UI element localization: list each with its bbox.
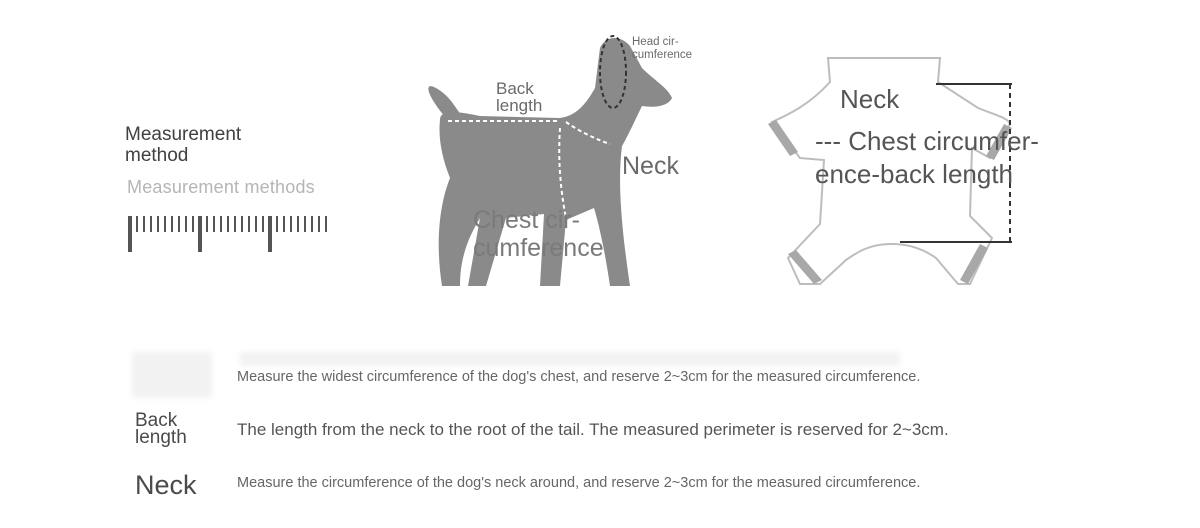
back-length-label: Back length xyxy=(496,79,543,115)
head-circumference-label: Head cir-cumference xyxy=(632,36,693,61)
row-label-neck: Neck xyxy=(135,470,197,500)
row-description-back-length: The length from the neck to the root of the tail. The measured perimeter is reserved for 2~3cm. xyxy=(237,420,949,439)
row-label-back-length: Back length xyxy=(135,410,187,448)
shirt-neck-label: Neck xyxy=(840,84,900,114)
method-subtitle: Measurement methods xyxy=(127,177,315,197)
ruler-icon xyxy=(126,210,336,256)
faded-row-background xyxy=(132,352,212,398)
chest-circumference-label: Chest cir-cumference xyxy=(473,206,604,262)
faded-row-background xyxy=(240,352,900,366)
method-title: Measurement method xyxy=(125,124,242,166)
shirt-chest-back-label: --- Chest circumfer-ence-back length xyxy=(815,126,1039,189)
row-description-chest: Measure the widest circumference of the dog's chest, and reserve 2~3cm for the measured circumference. xyxy=(237,369,921,385)
row-description-neck: Measure the circumference of the dog's neck around, and reserve 2~3cm for the measured circumference. xyxy=(237,475,921,491)
neck-label: Neck xyxy=(622,152,679,180)
